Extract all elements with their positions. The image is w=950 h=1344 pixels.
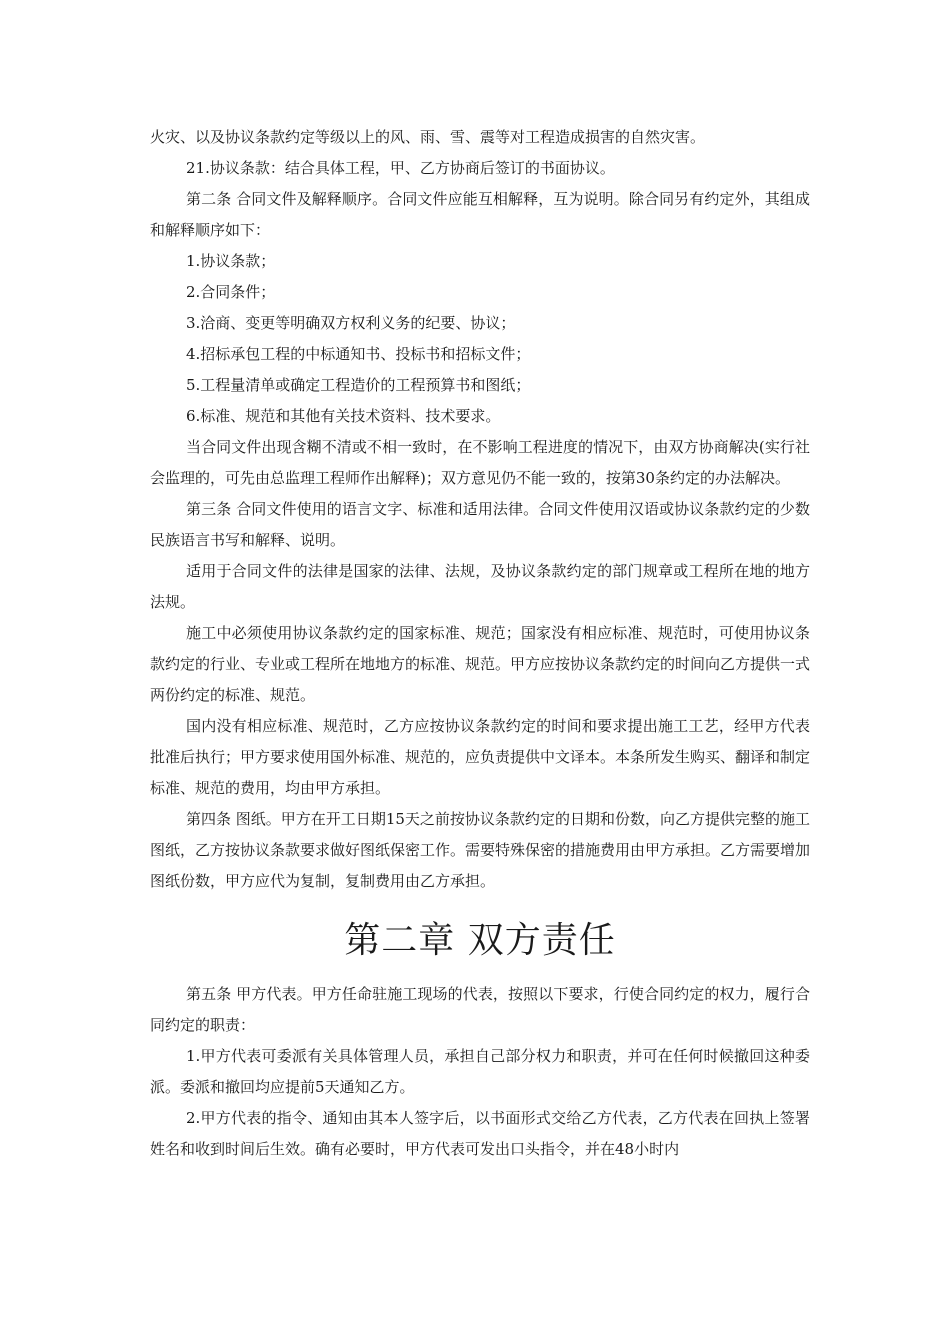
paragraph: 国内没有相应标准、规范时，乙方应按协议条款约定的时间和要求提出施工工艺，经甲方代表批准后执行；甲方要求使用国外标准、规范的，应负责提供中文译本。本条所发生购买、翻译和制定标准、规范的费用，均由甲方承担。 (150, 717, 811, 797)
paragraph: 第二条 合同文件及解释顺序。合同文件应能互相解释，互为说明。除合同另有约定外，其组成和解释顺序如下： (150, 190, 810, 239)
paragraph: 第三条 合同文件使用的语言文字、标准和适用法律。合同文件使用汉语或协议条款约定的少数民族语言书写和解释、说明。 (150, 500, 810, 549)
paragraph: 1.协议条款； (186, 252, 276, 270)
paragraph: 适用于合同文件的法律是国家的法律、法规，及协议条款约定的部门规章或工程所在地的地方法规。 (150, 562, 810, 611)
paragraph: 21.协议条款：结合具体工程，甲、乙方协商后签订的书面协议。 (186, 159, 615, 177)
paragraph: 第五条 甲方代表。甲方任命驻施工现场的代表，按照以下要求，行使合同约定的权力，履行合同约定的职责： (150, 985, 810, 1034)
paragraphs-before-chapter (150, 122, 810, 897)
paragraph: 施工中必须使用协议条款约定的国家标准、规范；国家没有相应标准、规范时，可使用协议条款约定的行业、专业或工程所在地地方的标准、规范。甲方应按协议条款约定的时间向乙方提供一式两份约定的标准、规范。 (150, 624, 811, 704)
paragraph: 第四条 图纸。甲方在开工日期15天之前按协议条款约定的日期和份数，向乙方提供完整的施工图纸，乙方按协议条款要求做好图纸保密工作。需要特殊保密的措施费用由甲方承担。乙方需要增加图纸份数，甲方应代为复制，复制费用由乙方承担。 (150, 810, 811, 890)
paragraph: 6.标准、规范和其他有关技术资料、技术要求。 (186, 407, 501, 425)
paragraph: 1.甲方代表可委派有关具体管理人员，承担自己部分权力和职责，并可在任何时候撤回这种委派。委派和撤回均应提前5天通知乙方。 (150, 1047, 810, 1096)
paragraph: 2.合同条件； (186, 283, 276, 301)
paragraph: 火灾、以及协议条款约定等级以上的风、雨、雪、震等对工程造成损害的自然灾害。 (150, 128, 706, 146)
paragraphs-after-chapter (150, 979, 810, 1165)
document-body (150, 122, 810, 1165)
paragraph: 当合同文件出现含糊不清或不相一致时，在不影响工程进度的情况下，由双方协商解决(实行社会监理的，可先由总监理工程师作出解释)；双方意见仍不能一致的，按第30条约定的办法解决。 (150, 438, 810, 487)
paragraph: 3.洽商、变更等明确双方权利义务的纪要、协议； (186, 314, 516, 332)
paragraph: 2.甲方代表的指令、通知由其本人签字后，以书面形式交给乙方代表，乙方代表在回执上签署姓名和收到时间后生效。确有必要时，甲方代表可发出口头指令，并在48小时内 (150, 1109, 810, 1158)
chapter-title: 第二章 双方责任 (344, 920, 616, 961)
paragraph: 4.招标承包工程的中标通知书、投标书和招标文件； (186, 345, 531, 363)
paragraph: 5.工程量清单或确定工程造价的工程预算书和图纸； (186, 376, 531, 394)
